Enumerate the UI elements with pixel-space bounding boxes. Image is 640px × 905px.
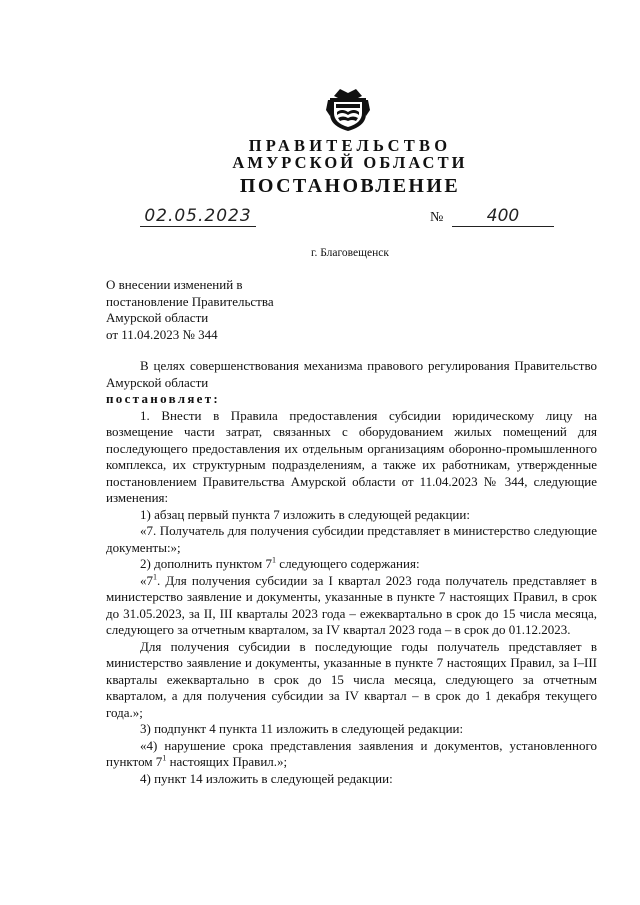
region-title: АМУРСКОЙ ОБЛАСТИ xyxy=(232,153,468,172)
government-title: ПРАВИТЕЛЬСТВО xyxy=(248,136,452,155)
document-body xyxy=(106,358,597,787)
subject-line: от 11.04.2023 № 344 xyxy=(106,326,218,342)
point-7-1-text-b: . Для получения субсидии за I квартал 2023 года получатель представляет в министерство заявление и документы, указанные в пункте 7 настоящих Правил, в срок до 31.05.2023, за II, III кварталы 2023 года – ежеквартально в срок до 15 числа месяца, следующего за отчетным кварталом, за IV квартал 2023 года – в срок до 01.12.2023. xyxy=(106,572,597,637)
number-sign: № xyxy=(430,210,444,225)
point-7-1-paragraph-2: Для получения субсидии в последующие годы получатель представляет в министерство заявление и документы, указанные в пункте 7 настоящих Правил, за I–III кварталы ежеквартально в срок до 15 числа месяца, следующего за отчетным кварталом, а для получения субсидии за IV квартал – в срок до 1 декабря текущего года.»; xyxy=(106,638,597,720)
document-subject xyxy=(106,277,274,343)
subitem-2 xyxy=(106,556,597,573)
subitem-3-text xyxy=(106,738,597,771)
decree-word: постановляет: xyxy=(106,391,221,406)
document-type-title: ПОСТАНОВЛЕНИЕ xyxy=(239,175,461,197)
subitem-3: 3) подпункт 4 пункта 11 изложить в следующей редакции: xyxy=(140,721,464,736)
subitem-4: 4) пункт 14 изложить в следующей редакции: xyxy=(140,770,393,786)
subitem-2-text-b: следующего содержания: xyxy=(276,556,420,571)
subitem-3-text-a: «4) нарушение срока представления заявления и документов, установленного пунктом 7 xyxy=(106,737,597,769)
subitem-3-sup: 1 xyxy=(162,753,167,763)
coat-of-arms-icon xyxy=(326,86,370,132)
point-7-1-sup: 1 xyxy=(153,572,157,582)
subject-line: постановление Правительства xyxy=(106,293,274,309)
subject-line: О внесении изменений в xyxy=(106,277,243,292)
city-label: г. Благовещенск xyxy=(311,247,389,259)
document-number: 400 xyxy=(452,206,554,227)
subject-line: Амурской области xyxy=(106,310,209,325)
subitem-3-text-b: настоящих Правил.»; xyxy=(166,754,288,769)
item-1-paragraph: 1. Внести в Правила предоставления субсидии юридическому лицу на возмещение части затрат, связанных с оборудованием жилых помещений для последующего предоставления их отдельным организациям оборонно-промышленного комплекса, их структурным подразделениям, а также их работникам, утвержденные постановлением Правительства Амурской области от 11.04.2023 № 344, следующие изменения: xyxy=(106,407,597,505)
subitem-1-text: «7. Получатель для получения субсидии представляет в министерство следующие документы:»; xyxy=(106,523,597,555)
intro-paragraph: В целях совершенствования механизма правового регулирования Правительство Амурской области xyxy=(106,358,597,390)
point-7-1-paragraph xyxy=(106,573,597,639)
subitem-2-sup: 1 xyxy=(272,555,277,565)
subitem-1: 1) абзац первый пункта 7 изложить в следующей редакции: xyxy=(140,506,470,522)
document-date: 02.05.2023 xyxy=(140,206,256,227)
point-7-1-text-a: «7 xyxy=(140,572,153,588)
subitem-2-text-a: 2) дополнить пунктом 7 xyxy=(140,556,273,571)
